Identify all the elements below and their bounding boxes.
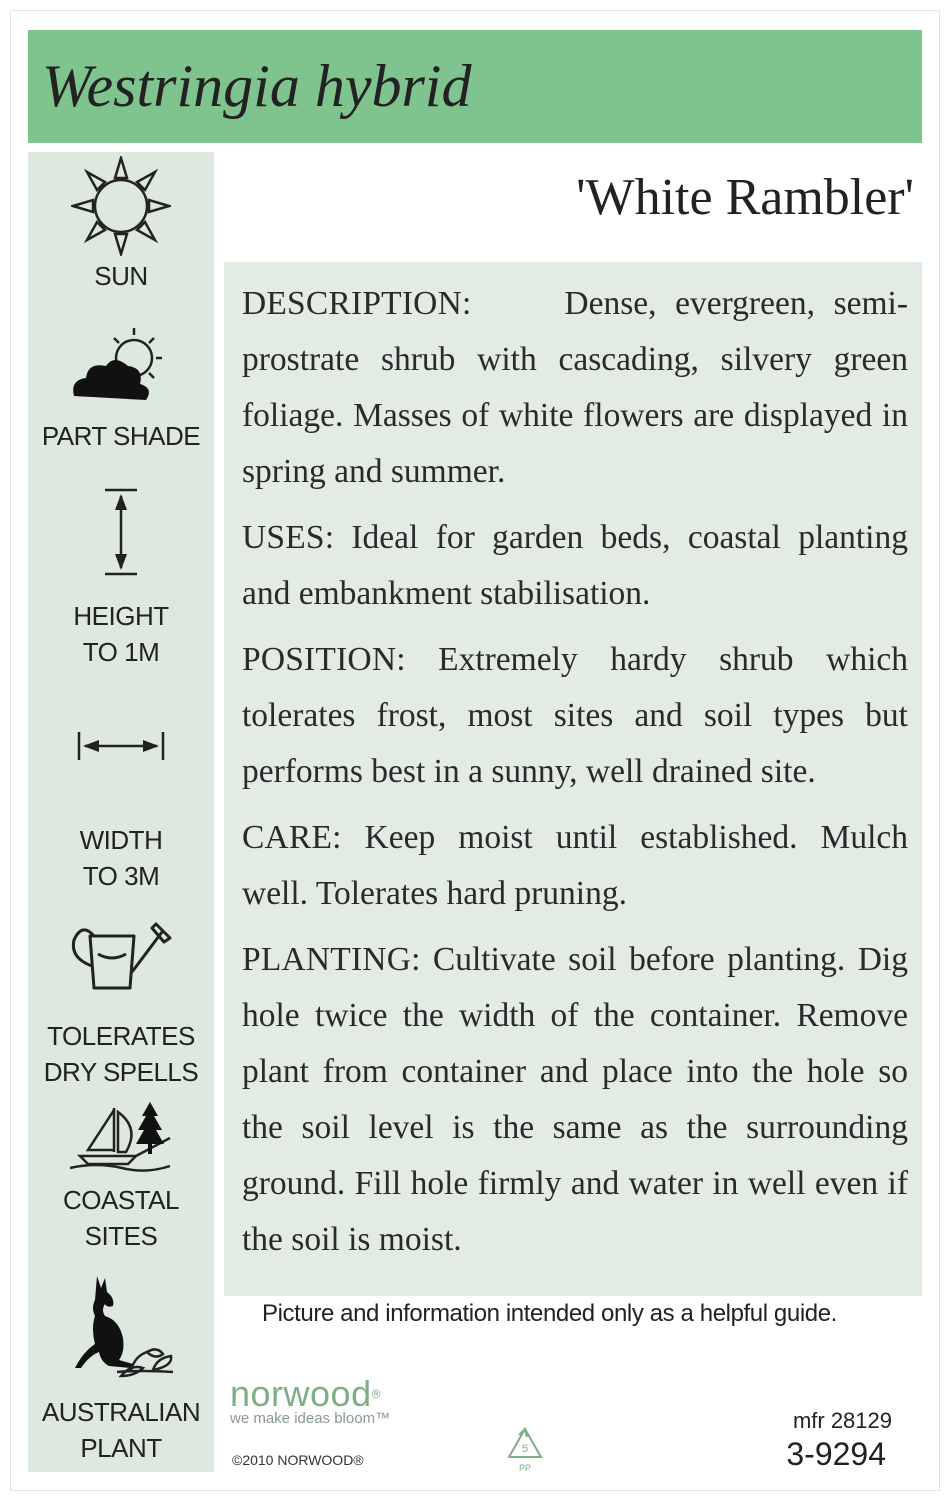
care-heading: CARE: [242, 819, 333, 856]
drought-label: TOLERATES: [47, 1021, 195, 1051]
uses-section: USES: Ideal for garden beds, coastal planting and embankment stabilisation.: [242, 519, 908, 612]
part-shade-icon: [66, 324, 176, 414]
drought-value: DRY SPELLS: [43, 1057, 199, 1087]
height-value: TO 1M: [82, 637, 160, 667]
horizontal-arrow-icon: [73, 726, 169, 766]
height-info: [28, 486, 214, 670]
product-code: 3-9294: [786, 1436, 886, 1472]
species-title: Westringia hybrid: [42, 53, 472, 119]
part-shade-requirement: [28, 324, 214, 454]
coastal-value: SITES: [84, 1221, 158, 1251]
cultivar-name: 'White Rambler': [576, 169, 914, 226]
coastal-sites: [28, 1098, 214, 1254]
position-text: Extremely hardy shrub which tolerates frost, most sites and soil types but performs best in a sunny, well drained site.: [242, 641, 908, 790]
care-icons-sidebar: [28, 152, 214, 1472]
australian-label: AUSTRALIAN: [41, 1397, 201, 1427]
planting-heading: PLANTING: [242, 941, 412, 978]
part-shade-label: PART SHADE: [41, 421, 201, 451]
sun-label: SUN: [94, 261, 148, 291]
brand-name: [230, 1373, 390, 1414]
disclaimer: Picture and information intended only as a helpful guide.: [262, 1300, 837, 1327]
recycle-icon: [505, 1425, 545, 1475]
description-section: DESCRIPTION: Dense, evergreen, semi-prostrate shrub with cascading, silvery green foliage. Masses of white flowers are displayed in spring and summer.: [242, 285, 909, 490]
uses-text: Ideal for garden beds, coastal planting and embankment stabilisation.: [242, 519, 908, 612]
recycle-code: 5: [521, 1443, 529, 1455]
coastal-label: COASTAL: [63, 1185, 179, 1215]
uses-heading: USES: [242, 519, 325, 556]
care-text: Keep moist until established. Mulch well. Tolerates hard pruning.: [242, 819, 908, 912]
brand-tagline: we make ideas bloom™: [230, 1410, 391, 1427]
australian-value: PLANT: [80, 1433, 162, 1463]
sun-icon: [71, 156, 171, 256]
brand-logo: [230, 1373, 391, 1427]
sailboat-icon: [66, 1098, 176, 1174]
sun-requirement: [28, 156, 214, 294]
watering-can-icon: [66, 914, 176, 1000]
description-heading: DESCRIPTION: [242, 285, 462, 322]
description-text: Dense, evergreen, semi-prostrate shrub with cascading, silvery green foliage. Masses of white flowers are displayed in spring and summer.: [242, 285, 909, 490]
recycle-label: PP: [518, 1463, 532, 1473]
drought-tolerance: [28, 914, 214, 1090]
position-heading: POSITION: [242, 641, 397, 678]
position-section: POSITION: Extremely hardy shrub which tolerates frost, most sites and soil types but performs best in a sunny, well drained site.: [242, 641, 908, 790]
width-info: [28, 726, 214, 894]
manufacturer-number: mfr 28129: [792, 1408, 892, 1433]
vertical-arrow-icon: [91, 486, 151, 578]
copyright: ©2010 NORWOOD®: [232, 1452, 364, 1468]
info-panel: [224, 262, 922, 1296]
planting-section: PLANTING: Cultivate soil before planting. Dig hole twice the width of the container. Remove plant from container and place into the hole so the soil level is the same as the surrounding ground. Fill hole firmly and water in well even if the soil is moist.: [242, 941, 908, 1258]
title-banner: [28, 30, 922, 143]
care-section: CARE: Keep moist until established. Mulch well. Tolerates hard pruning.: [242, 819, 908, 912]
info-text: [242, 276, 908, 1278]
brand-wordmark: norwood: [230, 1373, 372, 1414]
brand-registered-mark: ®: [371, 1387, 381, 1401]
planting-text: Cultivate soil before planting. Dig hole twice the width of the container. Remove plant from container and place into the hole so the soil level is the same as the surrounding ground. Fill hole firmly and water in well even if the soil is moist.: [242, 941, 908, 1258]
australian-plant: [28, 1272, 214, 1466]
kangaroo-icon: [61, 1272, 181, 1382]
width-label: WIDTH: [79, 825, 163, 855]
height-label: HEIGHT: [73, 601, 169, 631]
width-value: TO 3M: [82, 861, 160, 891]
